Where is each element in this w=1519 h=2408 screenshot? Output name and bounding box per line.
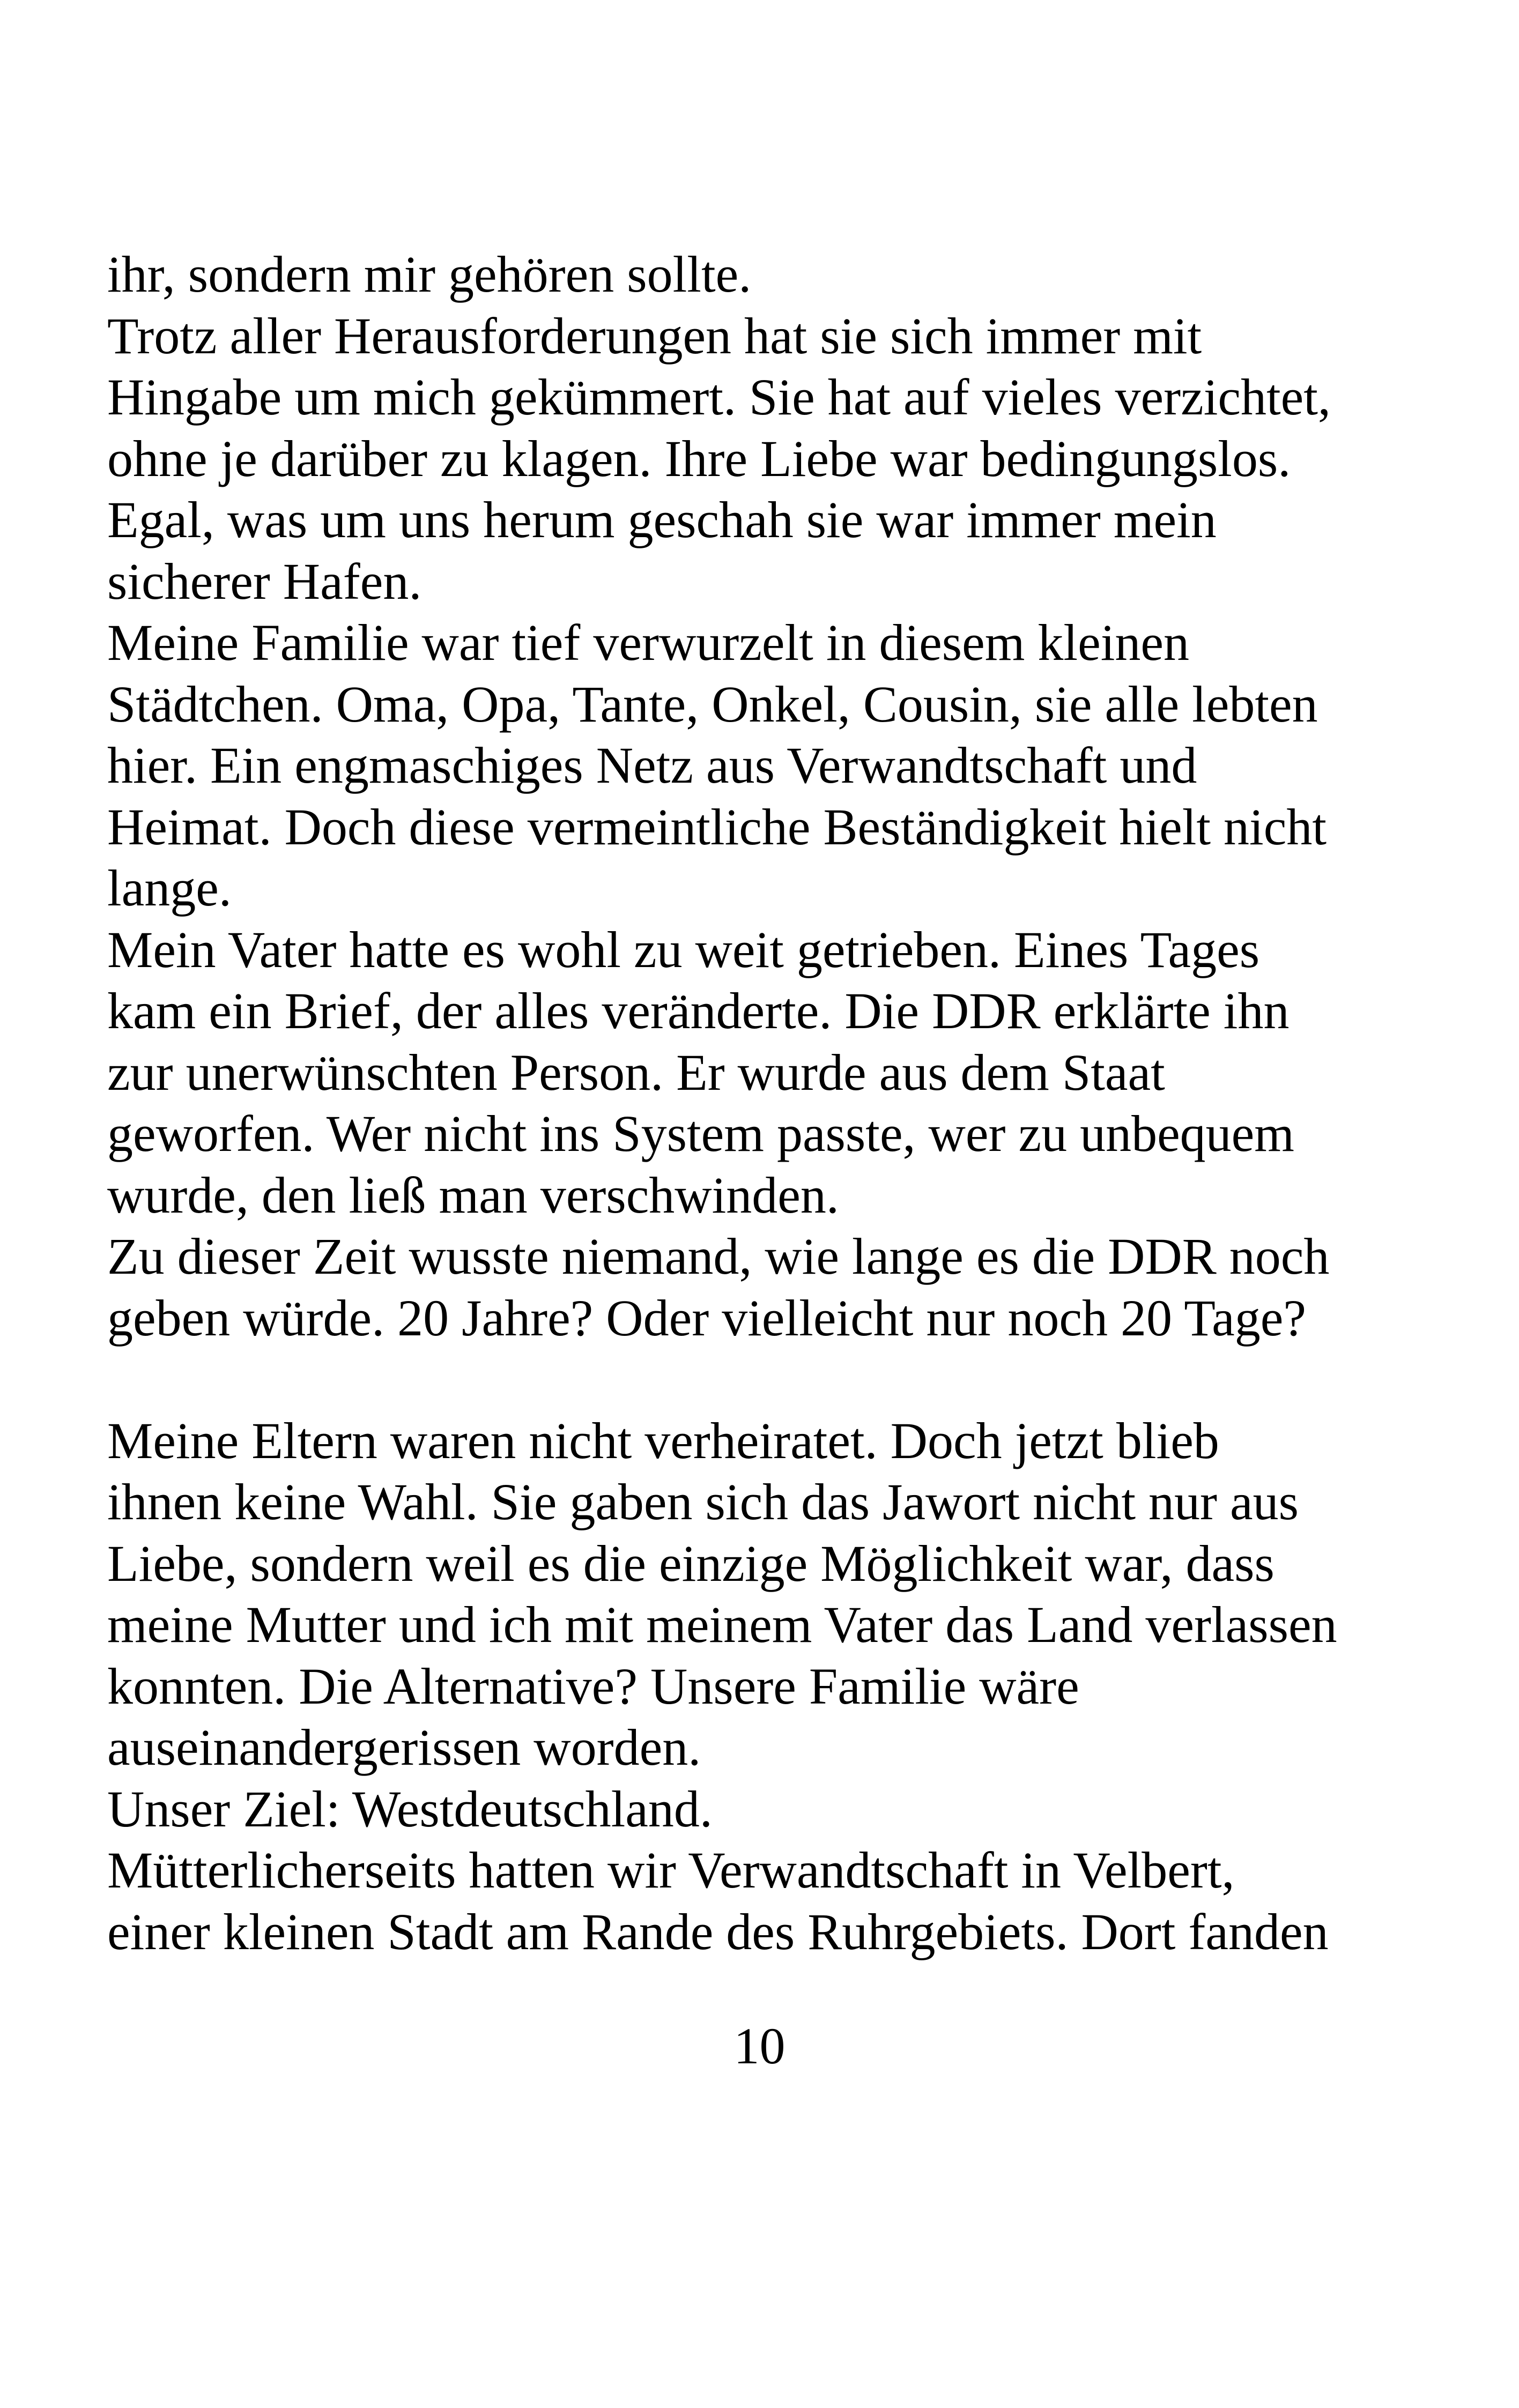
text-line: zur unerwünschten Person. Er wurde aus dem Staat (107, 1043, 1165, 1101)
text-line: konnten. Die Alternative? Unsere Familie wäre (107, 1657, 1079, 1715)
text-line: Trotz aller Herausforderungen hat sie sich immer mit (107, 307, 1202, 365)
text-line: Meine Familie war tief verwurzelt in diesem kleinen (107, 614, 1189, 671)
text-line: Zu dieser Zeit wusste niemand, wie lange es die DDR noch (107, 1228, 1330, 1285)
text-line: lange. (107, 859, 232, 917)
text-line: ohne je darüber zu klagen. Ihre Liebe war bedingungslos. (107, 429, 1291, 487)
text-line: Egal, was um uns herum geschah sie war immer mein (107, 491, 1217, 548)
text-line: ihnen keine Wahl. Sie gaben sich das Jawort nicht nur aus (107, 1473, 1299, 1530)
text-line: hier. Ein engmaschiges Netz aus Verwandtschaft und (107, 737, 1197, 794)
text-line: sicherer Hafen. (107, 552, 422, 610)
paragraph-gap (107, 1349, 1421, 1410)
text-line: wurde, den ließ man verschwinden. (107, 1166, 839, 1224)
text-line: geworfen. Wer nicht ins System passte, wer zu unbequem (107, 1105, 1294, 1162)
text-line: Hingabe um mich gekümmert. Sie hat auf vieles verzichtet, (107, 368, 1331, 426)
text-line: Städtchen. Oma, Opa, Tante, Onkel, Cousin, sie alle lebten (107, 675, 1318, 733)
text-line: einer kleinen Stadt am Rande des Ruhrgebiets. Dort fanden (107, 1902, 1329, 1960)
text-line: Liebe, sondern weil es die einzige Möglichkeit war, dass (107, 1534, 1275, 1592)
text-line: Unser Ziel: Westdeutschland. (107, 1780, 713, 1838)
text-line: kam ein Brief, der alles veränderte. Die DDR erklärte ihn (107, 982, 1290, 1039)
text-line: geben würde. 20 Jahre? Oder vielleicht nur noch 20 Tage? (107, 1289, 1306, 1347)
text-line: meine Mutter und ich mit meinem Vater das Land verlassen (107, 1596, 1337, 1653)
text-line: Heimat. Doch diese vermeintliche Beständigkeit hielt nicht (107, 798, 1327, 856)
text-line: auseinandergerissen worden. (107, 1719, 701, 1776)
page-body-text (107, 244, 1421, 1963)
page-number: 10 (733, 2017, 786, 2075)
text-line: Mütterlicherseits hatten wir Verwandtschaft in Velbert, (107, 1841, 1235, 1899)
text-line: Meine Eltern waren nicht verheiratet. Doch jetzt blieb (107, 1411, 1219, 1469)
text-line: Mein Vater hatte es wohl zu weit getrieben. Eines Tages (107, 920, 1260, 978)
text-line: ihr, sondern mir gehören sollte. (107, 246, 752, 303)
